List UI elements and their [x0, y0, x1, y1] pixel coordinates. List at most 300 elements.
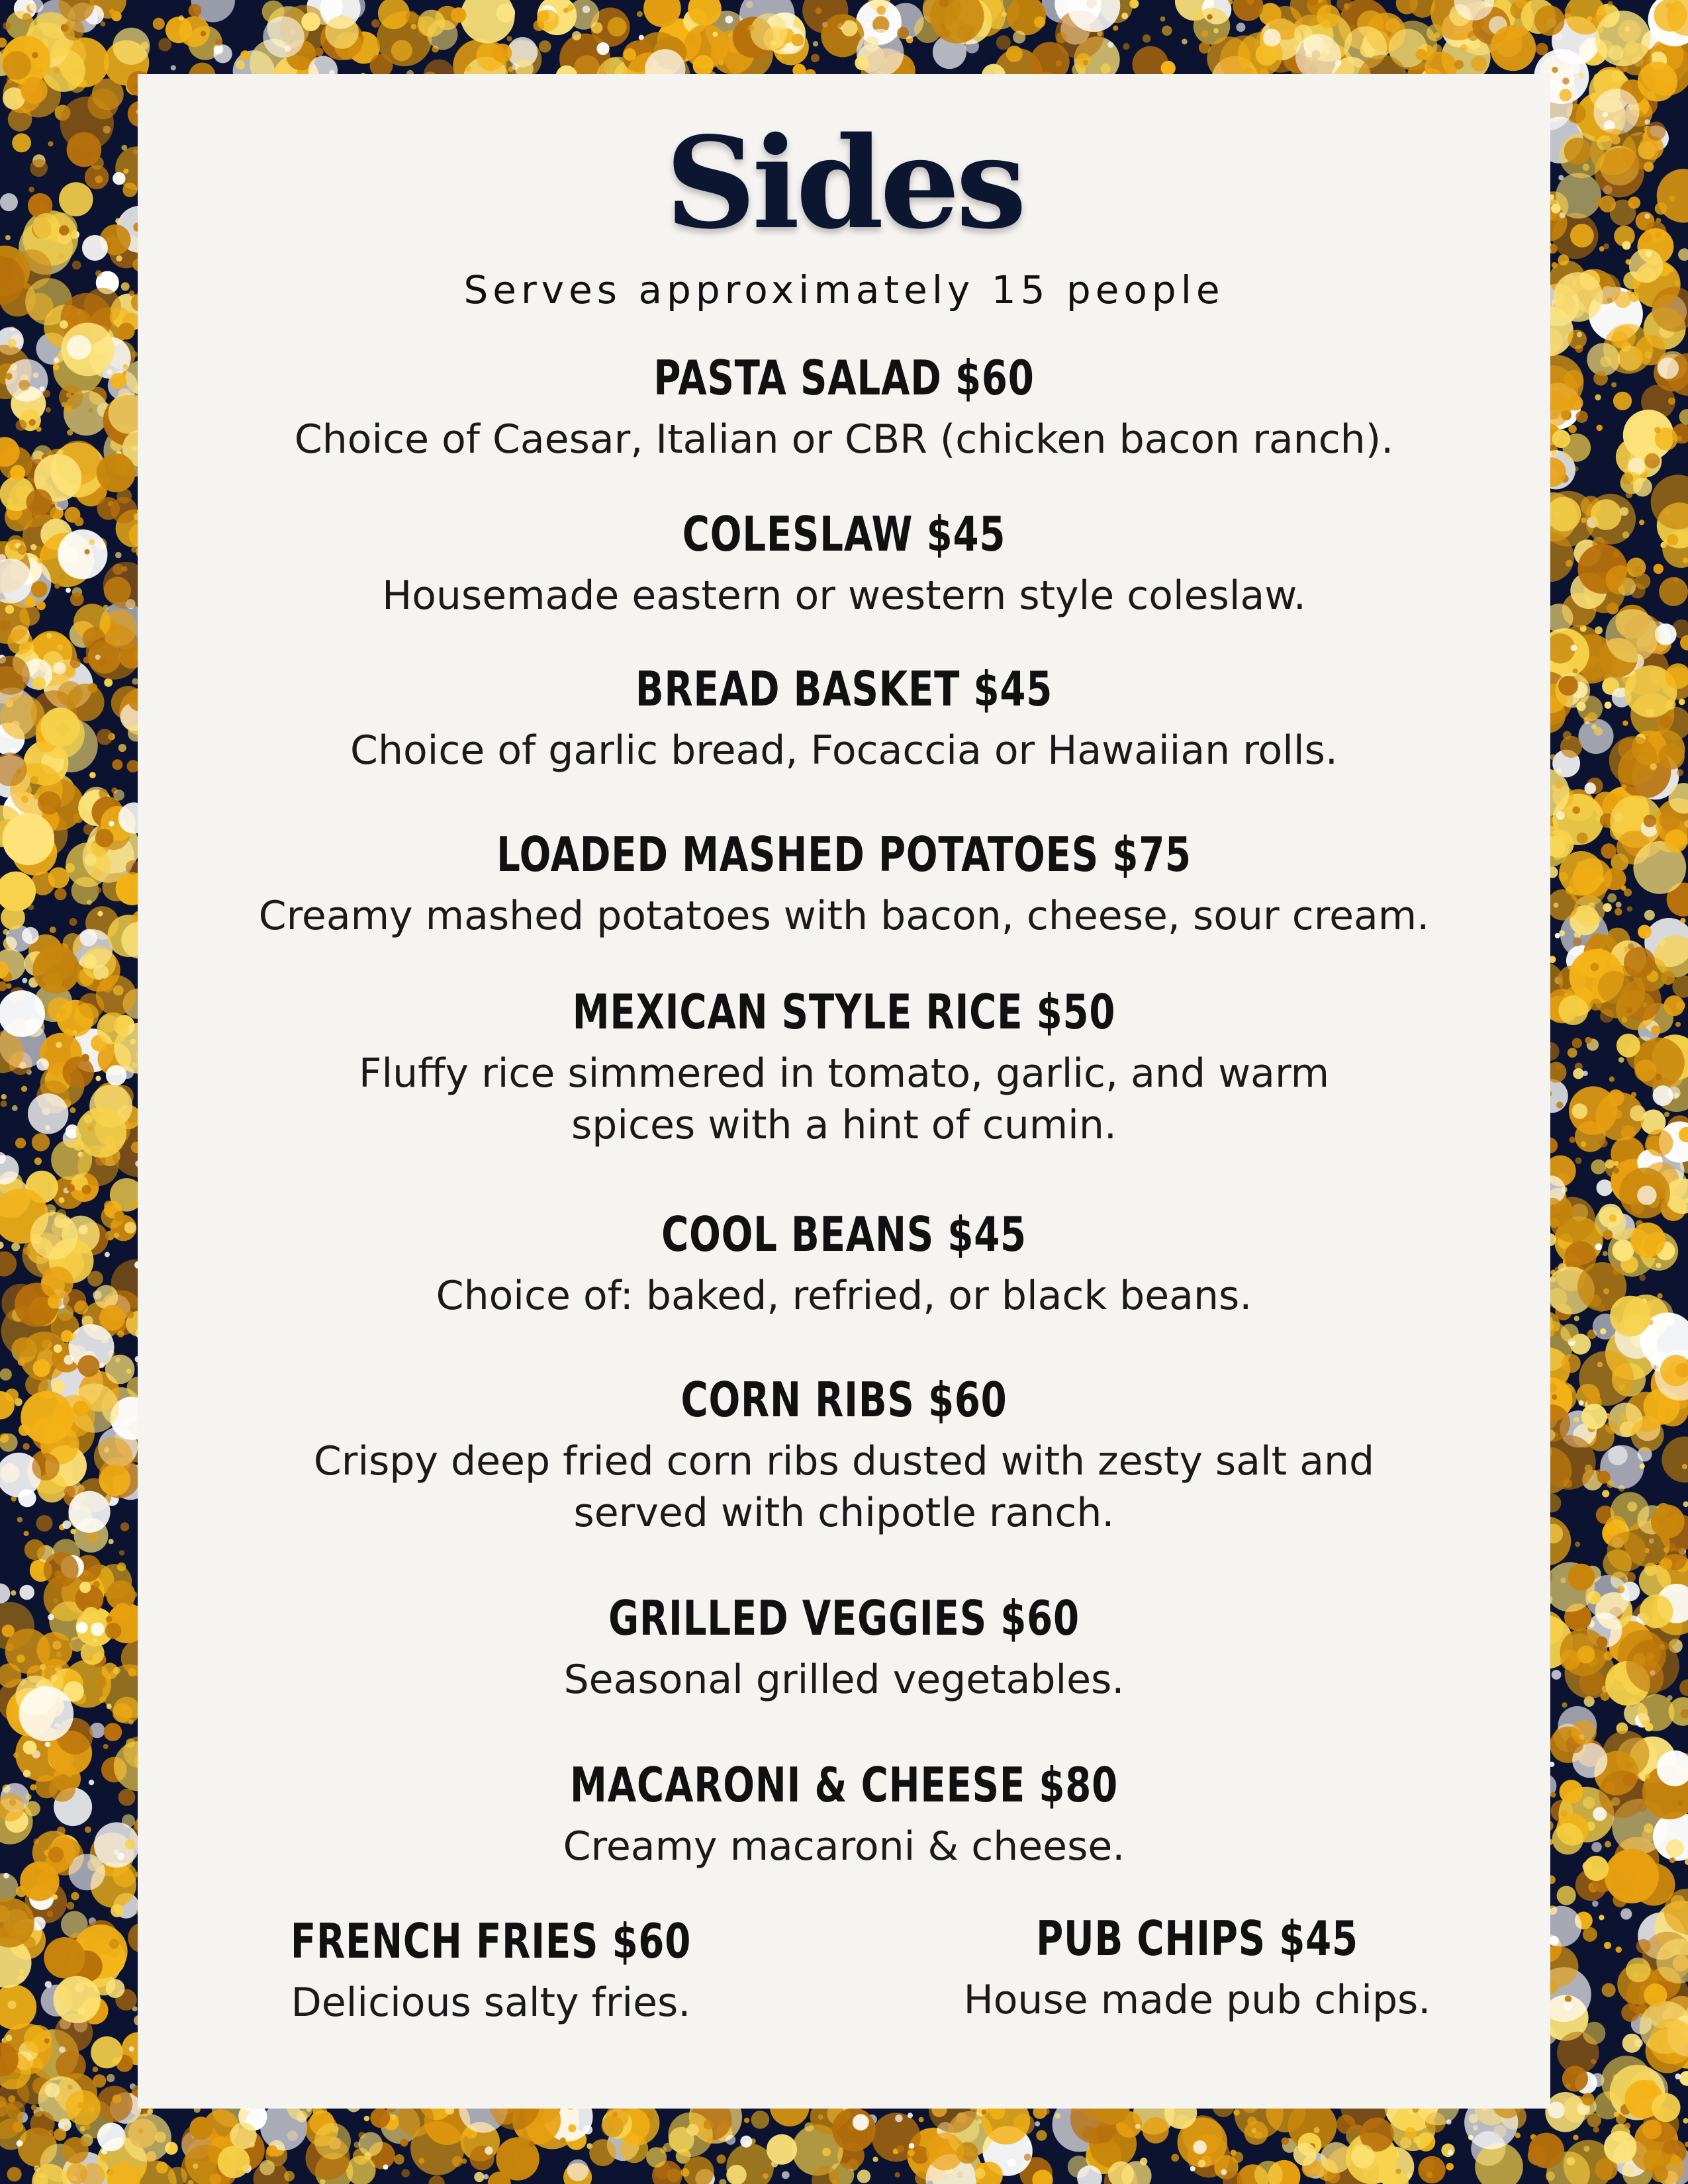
confetti-dot: [79, 1582, 91, 1593]
confetti-dot: [996, 35, 1011, 50]
confetti-dot: [95, 270, 102, 277]
confetti-dot: [13, 1339, 27, 1353]
confetti-dot: [583, 2125, 592, 2134]
confetti-dot: [1658, 743, 1685, 770]
confetti-dot: [113, 1667, 120, 1674]
confetti-dot: [1662, 1437, 1688, 1483]
confetti-dot: [121, 145, 127, 151]
confetti-dot: [1113, 25, 1118, 30]
confetti-dot: [1560, 212, 1566, 218]
confetti-dot: [1637, 1185, 1656, 1205]
confetti-dot: [115, 218, 120, 224]
confetti-dot: [1642, 2120, 1662, 2140]
confetti-dot: [115, 552, 122, 559]
confetti-dot: [54, 1976, 101, 2023]
confetti-dot: [1583, 2022, 1605, 2044]
confetti-dot: [82, 1185, 91, 1194]
confetti-dot: [776, 54, 782, 60]
confetti-dot: [95, 887, 101, 893]
confetti-dot: [1605, 1421, 1618, 1434]
confetti-dot: [37, 558, 42, 563]
confetti-dot: [15, 1138, 26, 1148]
confetti-dot: [1572, 1038, 1582, 1048]
confetti-dot: [54, 888, 66, 900]
confetti-dot: [1213, 28, 1219, 33]
confetti-dot: [81, 1641, 105, 1665]
confetti-dot: [1071, 2108, 1076, 2113]
confetti-dot: [596, 42, 609, 55]
confetti-dot: [71, 1333, 77, 1339]
confetti-dot: [12, 1105, 18, 1111]
confetti-dot: [1550, 754, 1556, 760]
confetti-dot: [1633, 478, 1652, 497]
confetti-dot: [895, 2115, 902, 2122]
confetti-dot: [1644, 815, 1656, 827]
confetti-dot: [44, 1552, 79, 1587]
menu-item-coleslaw: [138, 508, 1550, 621]
confetti-dot: [48, 2130, 54, 2135]
confetti-dot: [1645, 214, 1650, 219]
confetti-dot: [1573, 937, 1582, 946]
confetti-dot: [1562, 1354, 1581, 1373]
confetti-dot: [855, 56, 869, 70]
confetti-dot: [1658, 357, 1679, 379]
confetti-dot: [1609, 736, 1658, 785]
confetti-dot: [1621, 784, 1626, 790]
confetti-dot: [1608, 45, 1623, 60]
confetti-dot: [83, 1607, 100, 1624]
menu-item-grilled-veggies: [138, 1592, 1550, 1706]
confetti-dot: [1624, 946, 1629, 952]
confetti-dot: [1579, 1351, 1634, 1406]
confetti-dot: [1123, 43, 1129, 50]
confetti-dot: [36, 601, 46, 610]
confetti-dot: [70, 1529, 76, 1535]
confetti-dot: [58, 449, 64, 455]
confetti-dot: [1630, 1105, 1646, 1121]
confetti-dot: [1651, 1025, 1660, 1034]
confetti-dot: [1599, 1915, 1604, 1920]
confetti-dot: [1646, 1129, 1673, 1156]
confetti-dot: [1618, 1057, 1624, 1063]
confetti-dot: [1605, 1841, 1611, 1848]
confetti-dot: [1616, 2114, 1626, 2124]
confetti-dot: [110, 373, 126, 389]
confetti-dot: [128, 1668, 136, 1677]
confetti-dot: [1617, 1034, 1640, 1058]
confetti-dot: [717, 2154, 726, 2163]
confetti-dot: [32, 52, 38, 59]
confetti-dot: [740, 2136, 752, 2148]
confetti-dot: [1558, 676, 1578, 696]
confetti-dot: [1083, 60, 1088, 65]
confetti-dot: [189, 4, 202, 17]
confetti-dot: [58, 529, 107, 579]
confetti-dot: [1160, 17, 1166, 22]
confetti-dot: [113, 28, 150, 65]
confetti-dot: [36, 1632, 72, 1668]
menu-item-name: FRENCH FRIES $60: [290, 1913, 692, 1969]
confetti-dot: [1667, 534, 1678, 545]
menu-item-mexican-style-rice: [138, 986, 1550, 1151]
confetti-dot: [1675, 2073, 1681, 2079]
confetti-dot: [1534, 5, 1565, 36]
confetti-dot: [49, 1775, 76, 1802]
confetti-dot: [1669, 1857, 1675, 1863]
confetti-dot: [359, 2132, 383, 2157]
confetti-dot: [687, 2124, 699, 2136]
confetti-dot: [857, 2169, 870, 2183]
confetti-dot: [1626, 1639, 1679, 1692]
confetti-dot: [104, 1723, 122, 1741]
confetti-dot: [1233, 0, 1263, 21]
confetti-dot: [1591, 963, 1599, 972]
menu-item-pub-chips: [844, 1913, 1550, 2026]
confetti-dot: [1575, 1158, 1581, 1164]
confetti-dot: [1573, 1417, 1579, 1422]
confetti-dot: [725, 16, 733, 24]
confetti-dot: [1562, 77, 1569, 84]
confetti-dot: [1143, 34, 1151, 43]
confetti-dot: [99, 789, 108, 798]
confetti-dot: [29, 419, 36, 426]
confetti-dot: [1577, 332, 1582, 337]
confetti-dot: [98, 658, 106, 666]
confetti-dot: [1598, 1304, 1605, 1312]
confetti-dot: [1571, 645, 1577, 651]
confetti-dot: [22, 978, 27, 983]
confetti-dot: [1620, 886, 1626, 891]
confetti-dot: [85, 1827, 91, 1833]
confetti-dot: [1555, 781, 1563, 789]
confetti-dot: [1597, 1179, 1613, 1196]
confetti-dot: [492, 44, 512, 63]
confetti-dot: [1585, 782, 1597, 794]
confetti-dot: [401, 2169, 410, 2177]
confetti-dot: [95, 829, 114, 848]
confetti-dot: [53, 1598, 58, 1603]
confetti-dot: [1161, 61, 1176, 75]
confetti-dot: [97, 453, 136, 492]
confetti-dot: [1621, 473, 1633, 484]
confetti-dot: [48, 1614, 54, 1621]
confetti-dot: [1607, 298, 1612, 303]
confetti-dot: [1598, 27, 1604, 33]
menu-item-description: Housemade eastern or western style coleslaw.: [382, 572, 1306, 619]
menu-item-description: House made pub chips.: [963, 1977, 1431, 2024]
confetti-dot: [1597, 135, 1612, 150]
menu-item-description: Creamy mashed potatoes with bacon, cheese, sour cream.: [258, 893, 1430, 940]
confetti-dot: [1528, 2133, 1564, 2169]
confetti-dot: [1659, 715, 1672, 728]
confetti-dot: [1599, 195, 1616, 212]
confetti-dot: [1631, 1419, 1664, 1452]
confetti-dot: [38, 792, 61, 815]
confetti-dot: [1564, 2001, 1573, 2011]
confetti-dot: [394, 2154, 404, 2165]
confetti-dot: [539, 40, 551, 53]
confetti-dot: [67, 335, 91, 359]
confetti-dot: [1685, 2142, 1688, 2147]
confetti-dot: [179, 16, 210, 47]
confetti-dot: [1568, 1564, 1595, 1591]
confetti-dot: [1574, 931, 1581, 938]
confetti-dot: [1351, 2144, 1375, 2168]
confetti-dot: [93, 2067, 99, 2073]
confetti-dot: [1627, 289, 1633, 295]
confetti-dot: [102, 873, 130, 901]
confetti-dot: [1605, 565, 1634, 594]
confetti-dot: [0, 1369, 12, 1381]
confetti-dot: [1678, 1801, 1683, 1806]
confetti-dot: [0, 1985, 36, 2030]
confetti-dot: [1024, 2154, 1031, 2161]
confetti-dot: [1605, 1160, 1615, 1169]
confetti-dot: [1683, 1501, 1688, 1507]
menu-item-description: Delicious salty fries.: [291, 1979, 691, 2026]
confetti-dot: [59, 2046, 66, 2053]
confetti-dot: [138, 2128, 144, 2134]
confetti-dot: [109, 1539, 114, 1544]
confetti-dot: [325, 15, 359, 49]
confetti-dot: [1592, 1901, 1599, 1907]
confetti-dot: [1593, 371, 1608, 386]
confetti-dot: [1569, 1136, 1575, 1143]
confetti-dot: [63, 19, 84, 40]
confetti-dot: [105, 1252, 110, 1257]
confetti-dot: [85, 854, 97, 866]
confetti-dot: [19, 606, 40, 626]
confetti-dot: [82, 235, 108, 261]
menu-item-description: Seasonal grilled vegetables.: [563, 1657, 1125, 1704]
confetti-dot: [45, 1981, 52, 1987]
confetti-dot: [1664, 1112, 1669, 1117]
confetti-dot: [122, 364, 128, 369]
confetti-dot: [215, 38, 222, 46]
confetti-dot: [44, 1937, 85, 1978]
confetti-dot: [1415, 49, 1427, 60]
confetti-dot: [1622, 721, 1628, 726]
confetti-dot: [54, 662, 66, 675]
confetti-dot: [1624, 947, 1655, 978]
confetti-dot: [1405, 2127, 1417, 2139]
confetti-dot: [17, 1655, 25, 1663]
confetti-dot: [19, 1686, 73, 1741]
confetti-dot: [0, 1433, 18, 1452]
confetti-dot: [30, 544, 36, 550]
confetti-dot: [383, 2164, 389, 2169]
confetti-dot: [1650, 763, 1657, 770]
confetti-dot: [1591, 499, 1622, 530]
confetti-dot: [1560, 1324, 1579, 1342]
confetti-dot: [1603, 540, 1609, 546]
confetti-dot: [1638, 62, 1677, 101]
confetti-dot: [465, 66, 471, 71]
menu-item-description: Fluffy rice simmered in tomato, garlic, and warm spices with a hint of cumin.: [358, 1050, 1330, 1149]
confetti-dot: [70, 1107, 76, 1113]
confetti-dot: [62, 1056, 94, 1088]
confetti-dot: [1675, 1022, 1681, 1027]
confetti-dot: [1575, 411, 1588, 424]
confetti-dot: [1171, 2154, 1179, 2161]
confetti-dot: [66, 1902, 74, 1910]
confetti-dot: [1193, 2140, 1207, 2154]
confetti-dot: [1571, 1719, 1597, 1745]
confetti-dot: [53, 1395, 95, 1437]
confetti-dot: [1599, 1139, 1608, 1148]
confetti-dot: [1661, 971, 1675, 985]
menu-item-description: Creamy macaroni & cheese.: [563, 1823, 1125, 1870]
confetti-dot: [1604, 1651, 1613, 1661]
confetti-dot: [567, 5, 574, 11]
confetti-dot: [263, 17, 304, 58]
confetti-dot: [1601, 843, 1617, 858]
confetti-dot: [1548, 2102, 1565, 2119]
confetti-dot: [1604, 1942, 1611, 1949]
confetti-dot: [19, 1585, 34, 1600]
confetti-dot: [767, 2134, 797, 2165]
confetti-dot: [1, 1101, 7, 1107]
confetti-dot: [76, 1107, 126, 1158]
confetti-dot: [83, 1570, 89, 1576]
confetti-dot: [529, 2141, 535, 2147]
confetti-dot: [1639, 1275, 1646, 1281]
confetti-dot: [1602, 1490, 1609, 1497]
confetti-dot: [46, 633, 52, 639]
confetti-dot: [24, 1539, 45, 1560]
confetti-dot: [23, 13, 32, 23]
confetti-dot: [1552, 67, 1558, 73]
confetti-dot: [1581, 2093, 1594, 2105]
confetti-dot: [28, 187, 34, 193]
confetti-dot: [1623, 1773, 1637, 1787]
confetti-dot: [771, 2160, 778, 2167]
confetti-dot: [240, 50, 250, 60]
confetti-dot: [1590, 933, 1605, 948]
confetti-dot: [1669, 196, 1675, 202]
confetti-dot: [1008, 2159, 1015, 2167]
confetti-dot: [606, 2105, 629, 2128]
confetti-dot: [1644, 119, 1650, 125]
menu-item-name: COLESLAW $45: [682, 506, 1006, 562]
confetti-dot: [109, 9, 115, 15]
confetti-dot: [41, 1267, 73, 1299]
confetti-dot: [1552, 1670, 1562, 1680]
confetti-dot: [132, 351, 138, 357]
confetti-dot: [48, 867, 70, 888]
menu-item-loaded-mashed-potatoes: [138, 829, 1550, 942]
confetti-dot: [1644, 1723, 1653, 1731]
confetti-dot: [106, 1979, 125, 1998]
confetti-dot: [1622, 241, 1630, 250]
confetti-dot: [451, 7, 466, 23]
confetti-dot: [1679, 409, 1688, 425]
confetti-dot: [59, 182, 93, 216]
confetti-dot: [0, 193, 18, 211]
confetti-dot: [896, 2145, 904, 2153]
confetti-dot: [7, 339, 17, 348]
confetti-dot: [70, 592, 84, 606]
confetti-dot: [114, 1603, 132, 1621]
confetti-dot: [83, 657, 90, 663]
confetti-dot: [1638, 925, 1652, 938]
confetti-dot: [1595, 199, 1602, 205]
confetti-dot: [18, 545, 27, 555]
confetti-dot: [1627, 906, 1632, 911]
confetti-dot: [1460, 44, 1468, 52]
confetti-dot: [751, 13, 788, 50]
confetti-dot: [537, 9, 559, 31]
confetti-dot: [1562, 433, 1591, 462]
confetti-dot: [1620, 1414, 1626, 1421]
confetti-dot: [0, 990, 45, 1037]
confetti-dot: [1583, 1856, 1609, 1881]
confetti-dot: [708, 2138, 714, 2144]
confetti-dot: [95, 175, 103, 183]
confetti-dot: [1616, 902, 1622, 908]
confetti-dot: [1313, 2127, 1319, 2133]
confetti-dot: [36, 427, 42, 432]
confetti-dot: [748, 25, 754, 31]
confetti-dot: [346, 2156, 376, 2184]
confetti-dot: [70, 918, 77, 926]
confetti-dot: [1143, 2117, 1169, 2144]
confetti-dot: [1035, 2121, 1040, 2126]
page-title: Sides: [665, 109, 1023, 257]
menu-item-description: Choice of garlic bread, Focaccia or Hawaiian rolls.: [350, 727, 1338, 774]
confetti-dot: [0, 1251, 17, 1277]
confetti-dot: [1231, 2150, 1237, 2156]
confetti-dot: [1550, 1792, 1556, 1797]
confetti-dot: [259, 2160, 275, 2175]
confetti-dot: [1515, 2132, 1521, 2138]
confetti-dot: [1564, 138, 1591, 165]
confetti-dot: [1634, 573, 1650, 589]
confetti-dot: [95, 1678, 107, 1689]
confetti-dot: [712, 32, 718, 37]
confetti-dot: [100, 2154, 109, 2163]
confetti-dot: [113, 1697, 140, 1724]
confetti-dot: [60, 320, 68, 329]
menu-item-bread-basket: [138, 663, 1550, 776]
confetti-dot: [1593, 2126, 1599, 2132]
confetti-dot: [1596, 1637, 1607, 1648]
confetti-dot: [1135, 2124, 1141, 2129]
confetti-dot: [1640, 1463, 1645, 1469]
confetti-dot: [1644, 1983, 1667, 2007]
confetti-dot: [314, 2123, 351, 2160]
confetti-dot: [17, 1517, 23, 1523]
confetti-dot: [89, 1780, 94, 1785]
confetti-dot: [1560, 736, 1582, 758]
confetti-dot: [1579, 1400, 1584, 1406]
confetti-dot: [646, 2147, 667, 2167]
confetti-dot: [122, 183, 137, 197]
confetti-dot: [66, 2090, 101, 2125]
confetti-dot: [1472, 56, 1487, 71]
confetti-dot: [1591, 2059, 1596, 2064]
confetti-dot: [400, 2139, 408, 2147]
confetti-dot: [1595, 1244, 1602, 1250]
confetti-dot: [1605, 1849, 1659, 1903]
confetti-dot: [26, 489, 52, 515]
confetti-dot: [109, 821, 114, 827]
confetti-dot: [620, 2135, 648, 2163]
confetti-dot: [74, 1003, 99, 1028]
confetti-dot: [1644, 910, 1655, 921]
confetti-dot: [1605, 609, 1659, 662]
confetti-dot: [1556, 1065, 1561, 1070]
